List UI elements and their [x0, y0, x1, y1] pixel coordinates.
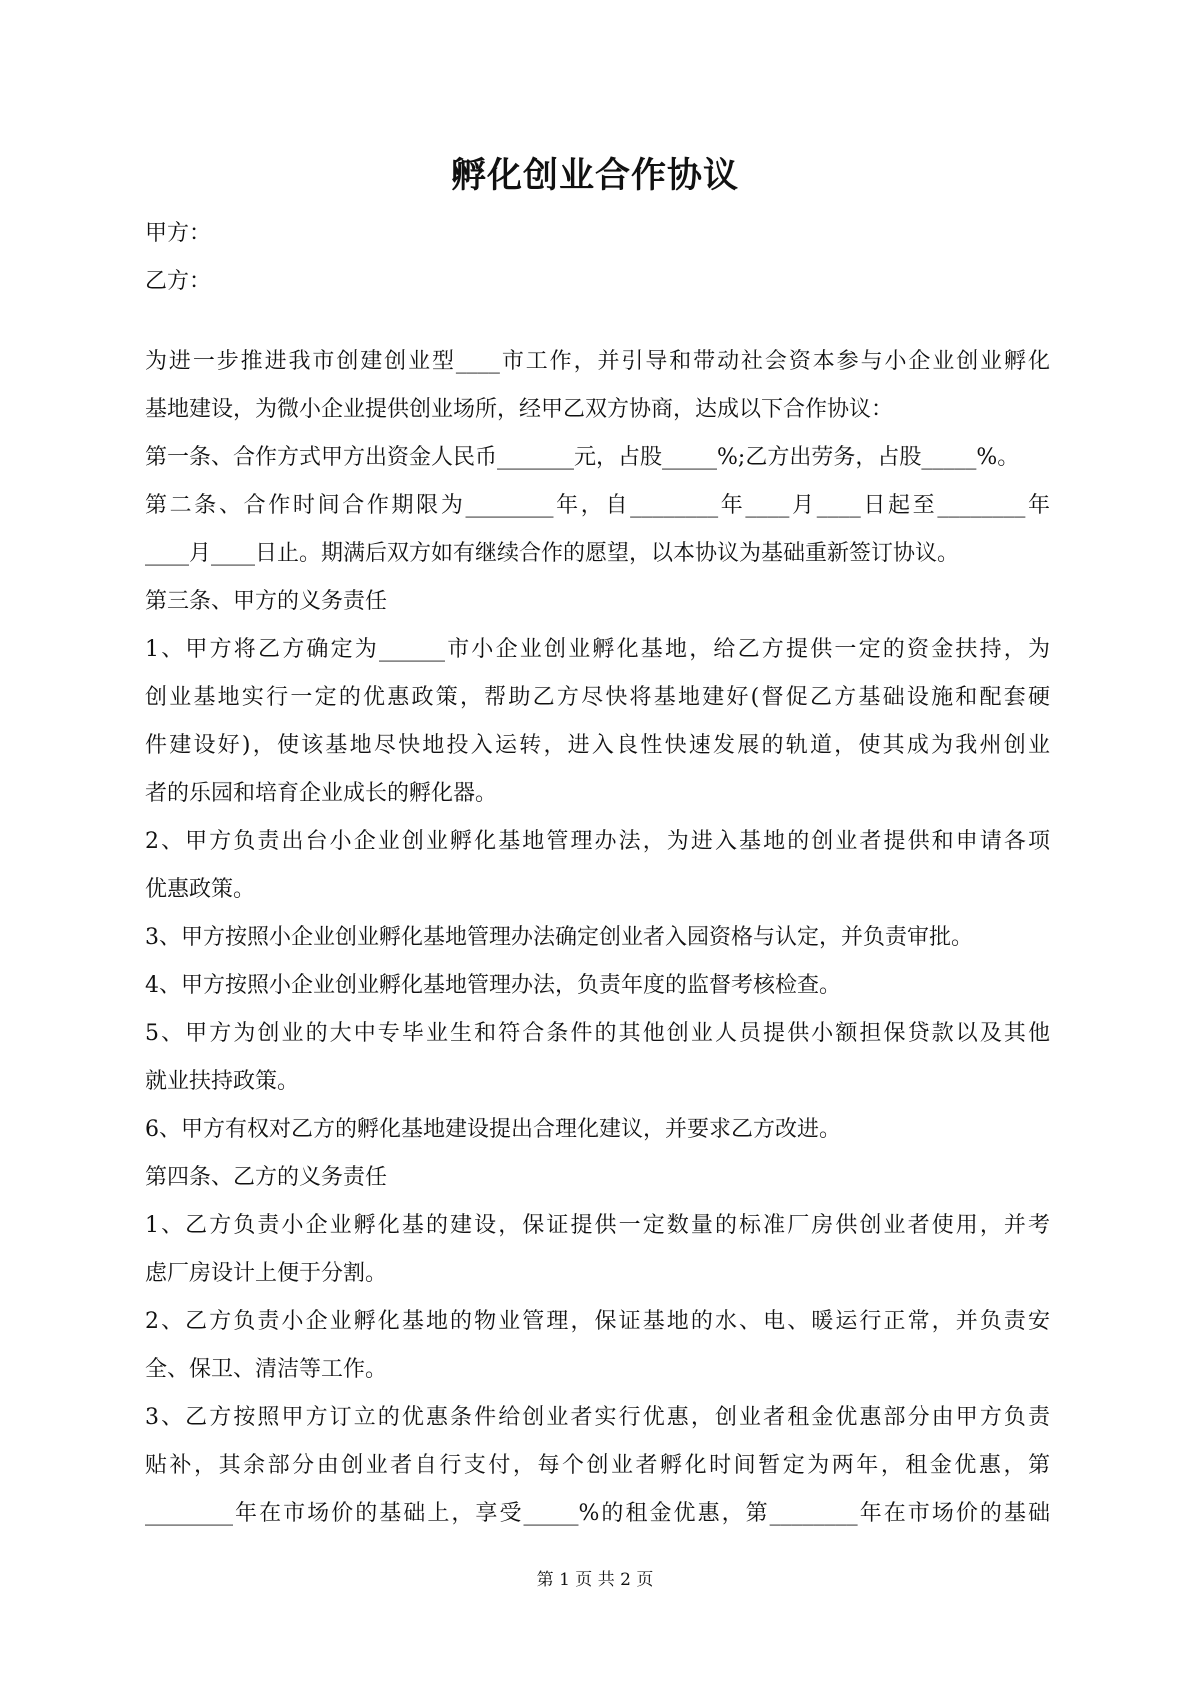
article-3-heading: 第三条、甲方的义务责任 — [145, 589, 388, 614]
article-3-item-6: 6、甲方有权对乙方的孵化基地建设提出合理化建议，并要求乙方改进。 — [145, 1117, 841, 1142]
article-4-item-3-line-1: 3、乙方按照甲方订立的优惠条件给创业者实行优惠，创业者租金优惠部分由甲方负责 — [145, 1405, 1050, 1430]
article-4-item-3-line-3: ________年在市场价的基础上，享受_____%的租金优惠，第________年在市场价的基础 — [145, 1501, 1050, 1526]
article-3-item-5-line-1: 5、甲方为创业的大中专毕业生和符合条件的其他创业人员提供小额担保贷款以及其他 — [145, 1021, 1050, 1046]
article-3-item-1-line-1: 1、甲方将乙方确定为______市小企业创业孵化基地，给乙方提供一定的资金扶持，为 — [145, 637, 1050, 662]
article-3-item-2-line-1: 2、甲方负责出台小企业创业孵化基地管理办法，为进入基地的创业者提供和申请各项 — [145, 829, 1050, 854]
document-body — [145, 210, 1050, 1538]
article-1-line: 第一条、合作方式甲方出资金人民币_______元，占股_____%;乙方出劳务，占股_____%。 — [145, 445, 1020, 470]
article-4-heading: 第四条、乙方的义务责任 — [145, 1165, 388, 1190]
article-3-item-2-line-2: 优惠政策。 — [145, 877, 256, 902]
article-4-item-1-line-2: 虑厂房设计上便于分割。 — [145, 1261, 388, 1286]
party-b-line: 乙方： — [145, 269, 212, 294]
preamble-line-1: 为进一步推进我市创建创业型____市工作，并引导和带动社会资本参与小企业创业孵化 — [145, 349, 1050, 374]
document-title: 孵化创业合作协议 — [450, 155, 739, 196]
article-3-item-1-line-3: 件建设好)，使该基地尽快地投入运转，进入良性快速发展的轨道，使其成为我州创业 — [145, 733, 1050, 758]
article-3-item-5-line-2: 就业扶持政策。 — [145, 1069, 300, 1094]
article-4-item-2-line-2: 全、保卫、清洁等工作。 — [145, 1357, 388, 1382]
article-4-item-1-line-1: 1、乙方负责小企业孵化基的建设，保证提供一定数量的标准厂房供创业者使用，并考 — [145, 1213, 1050, 1238]
party-a-line: 甲方： — [145, 221, 212, 246]
preamble-line-2: 基地建设，为微小企业提供创业场所，经甲乙双方协商，达成以下合作协议： — [145, 397, 894, 422]
article-3-item-4: 4、甲方按照小企业创业孵化基地管理办法，负责年度的监督考核检查。 — [145, 973, 841, 998]
article-3-item-1-line-4: 者的乐园和培育企业成长的孵化器。 — [145, 781, 498, 806]
article-3-item-1-line-2: 创业基地实行一定的优惠政策，帮助乙方尽快将基地建好(督促乙方基础设施和配套硬 — [145, 685, 1050, 710]
blank-spacer — [145, 306, 1050, 338]
article-2-line-2: ____月____日止。期满后双方如有继续合作的愿望，以本协议为基础重新签订协议。 — [145, 541, 960, 566]
page-number-footer: 第 1 页 共 2 页 — [536, 1570, 654, 1590]
article-4-item-3-line-2: 贴补，其余部分由创业者自行支付，每个创业者孵化时间暂定为两年，租金优惠，第 — [145, 1453, 1050, 1478]
article-2-line-1: 第二条、合作时间合作期限为________年，自________年____月____日起至________年 — [145, 493, 1050, 518]
article-3-item-3: 3、甲方按照小企业创业孵化基地管理办法确定创业者入园资格与认定，并负责审批。 — [145, 925, 973, 950]
article-4-item-2-line-1: 2、乙方负责小企业孵化基地的物业管理，保证基地的水、电、暖运行正常，并负责安 — [145, 1309, 1050, 1334]
